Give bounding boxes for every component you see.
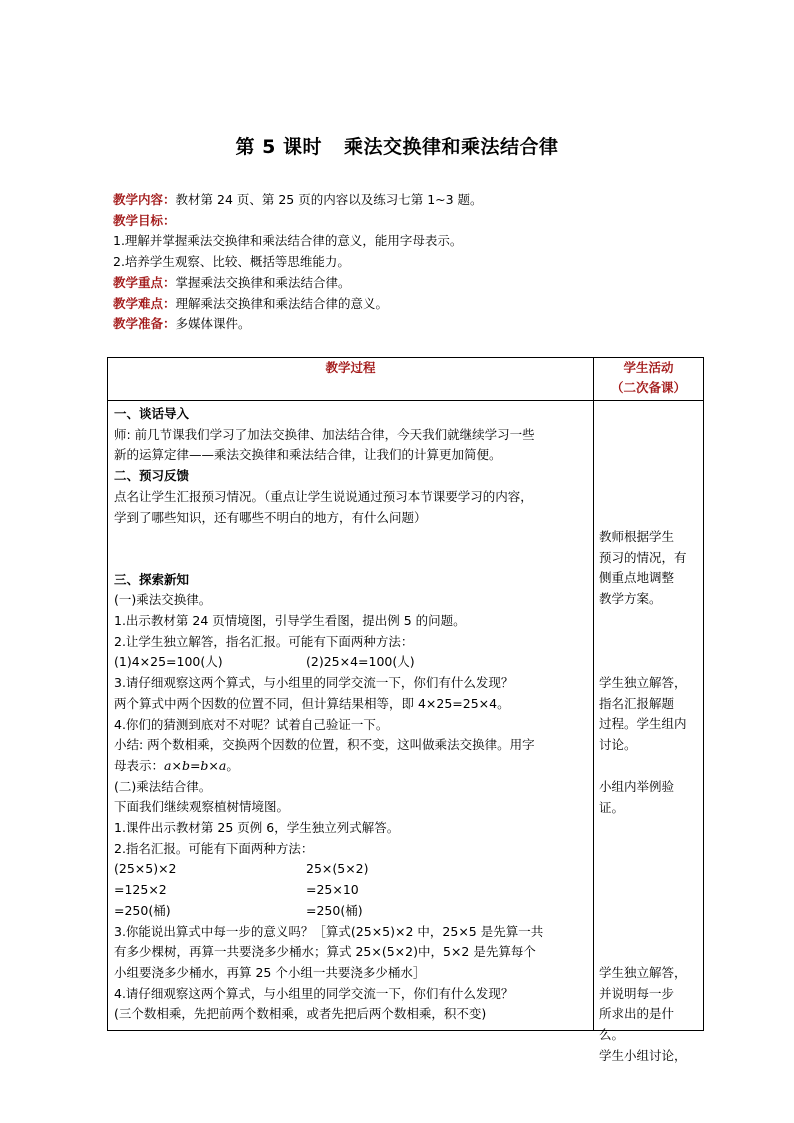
activity-note-5: 学生小组讨论， <box>599 1048 687 1063</box>
header-activity: 学生活动 （二次备课） <box>594 358 704 401</box>
teaching-process-table <box>107 357 704 1063</box>
text-line: 3.你能说出算式中每一步的意义吗？［算式(25×5)×2 中，25×5 是先算一共 <box>114 923 544 939</box>
text-line: 4.请仔细观察这两个算式，与小组里的同学交流一下，你们有什么发现？ <box>114 985 514 1001</box>
text-line: 下面我们继续观察植树情境图。 <box>114 799 290 815</box>
section-3-title: 三、探索新知 <box>114 571 190 587</box>
method-row: (1)4×25=100(人) (2)25×4=100(人) <box>114 654 415 670</box>
lesson-number: 第 5 课时 <box>235 136 322 158</box>
process-cell <box>108 401 594 1031</box>
text-line: 2.指名汇报。可能有下面两种方法： <box>114 840 314 856</box>
page-title <box>0 132 794 159</box>
activity-note-3: 小组内举例验 证。 <box>599 779 675 815</box>
lesson-topic: 乘法交换律和乘法结合律 <box>343 136 559 158</box>
text-line: 新的运算定律——乘法交换律和乘法结合律，让我们的计算更加简便。 <box>114 447 502 463</box>
activity-cell <box>594 401 704 1063</box>
text-line: 有多少棵树，再算一共要浇多少桶水；算式 25×(5×2)中，5×2 是先算每个 <box>114 944 536 960</box>
meta-key: 教学重点：掌握乘法交换律和乘法结合律。 <box>113 274 351 290</box>
section-1-title: 一、谈话导入 <box>114 406 190 421</box>
meta-goal-2: 2.培养学生观察、比较、概括等思维能力。 <box>113 254 350 270</box>
text-line: (三个数相乘，先把前两个数相乘，或者先把后两个数相乘，积不变) <box>114 1006 487 1022</box>
text-line: 小结: 两个数相乘，交换两个因数的位置，积不变，这叫做乘法交换律。用字 <box>114 737 535 753</box>
text-line: 点名让学生汇报预习情况。（重点让学生说说通过预习本节课要学习的内容， <box>114 488 533 504</box>
text-line: 两个算式中两个因数的位置不同，但计算结果相等，即 4×25=25×4。 <box>114 695 510 711</box>
text-line: 小组要浇多少桶水，再算 25 个小组一共要浇多少桶水］ <box>114 964 426 980</box>
meta-difficulty: 教学难点：理解乘法交换律和乘法结合律的意义。 <box>113 295 389 311</box>
activity-note-4: 学生独立解答， 并说明每一步 所求出的是什 么。 <box>599 965 687 1043</box>
activity-note-2: 学生独立解答， 指名汇报解题 过程。学生组内 讨论。 <box>599 675 687 753</box>
text-line: 2.让学生独立解答，指名汇报。可能有下面两种方法： <box>114 633 414 649</box>
text-line: 3.请仔细观察这两个算式，与小组里的同学交流一下，你们有什么发现？ <box>114 675 514 691</box>
text-line: 学到了哪些知识，还有哪些不明白的地方，有什么问题） <box>114 509 427 525</box>
calc-row: =250(桶) =250(桶) <box>114 902 363 918</box>
table-header-row <box>108 358 704 401</box>
header-process: 教学过程 <box>108 358 594 401</box>
part-2-title: (二)乘法结合律。 <box>114 778 212 794</box>
meta-prep: 教学准备：多媒体课件。 <box>113 316 251 332</box>
formula-line: 母表示：a×b=b×a。 <box>114 757 239 773</box>
calc-row: =125×2 =25×10 <box>114 882 359 898</box>
section-2-title: 二、预习反馈 <box>114 468 190 484</box>
meta-goal-1: 1.理解并掌握乘法交换律和乘法结合律的意义，能用字母表示。 <box>113 233 463 249</box>
meta-content: 教学内容：教材第 24 页、第 25 页的内容以及练习七第 1~3 题。 <box>113 192 483 207</box>
calc-row: (25×5)×2 25×(5×2) <box>114 861 369 877</box>
activity-note-1: 教师根据学生 预习的情况，有 侧重点地调整 教学方案。 <box>599 529 687 607</box>
text-line: 4.你们的猜测到底对不对呢？试着自己验证一下。 <box>114 716 389 732</box>
part-1-title: (一)乘法交换律。 <box>114 592 212 608</box>
table-body-row <box>108 401 704 1031</box>
commutative-formula: a×b=b×a <box>164 757 227 773</box>
text-line: 1.课件出示教材第 25 页例 6，学生独立列式解答。 <box>114 820 400 836</box>
text-line: 1.出示教材第 24 页情境图，引导学生看图，提出例 5 的问题。 <box>114 613 466 629</box>
meta-goals-label: 教学目标： <box>113 212 176 228</box>
lesson-meta <box>113 190 713 335</box>
text-line: 师: 前几节课我们学习了加法交换律、加法结合律，今天我们就继续学习一些 <box>114 426 535 442</box>
